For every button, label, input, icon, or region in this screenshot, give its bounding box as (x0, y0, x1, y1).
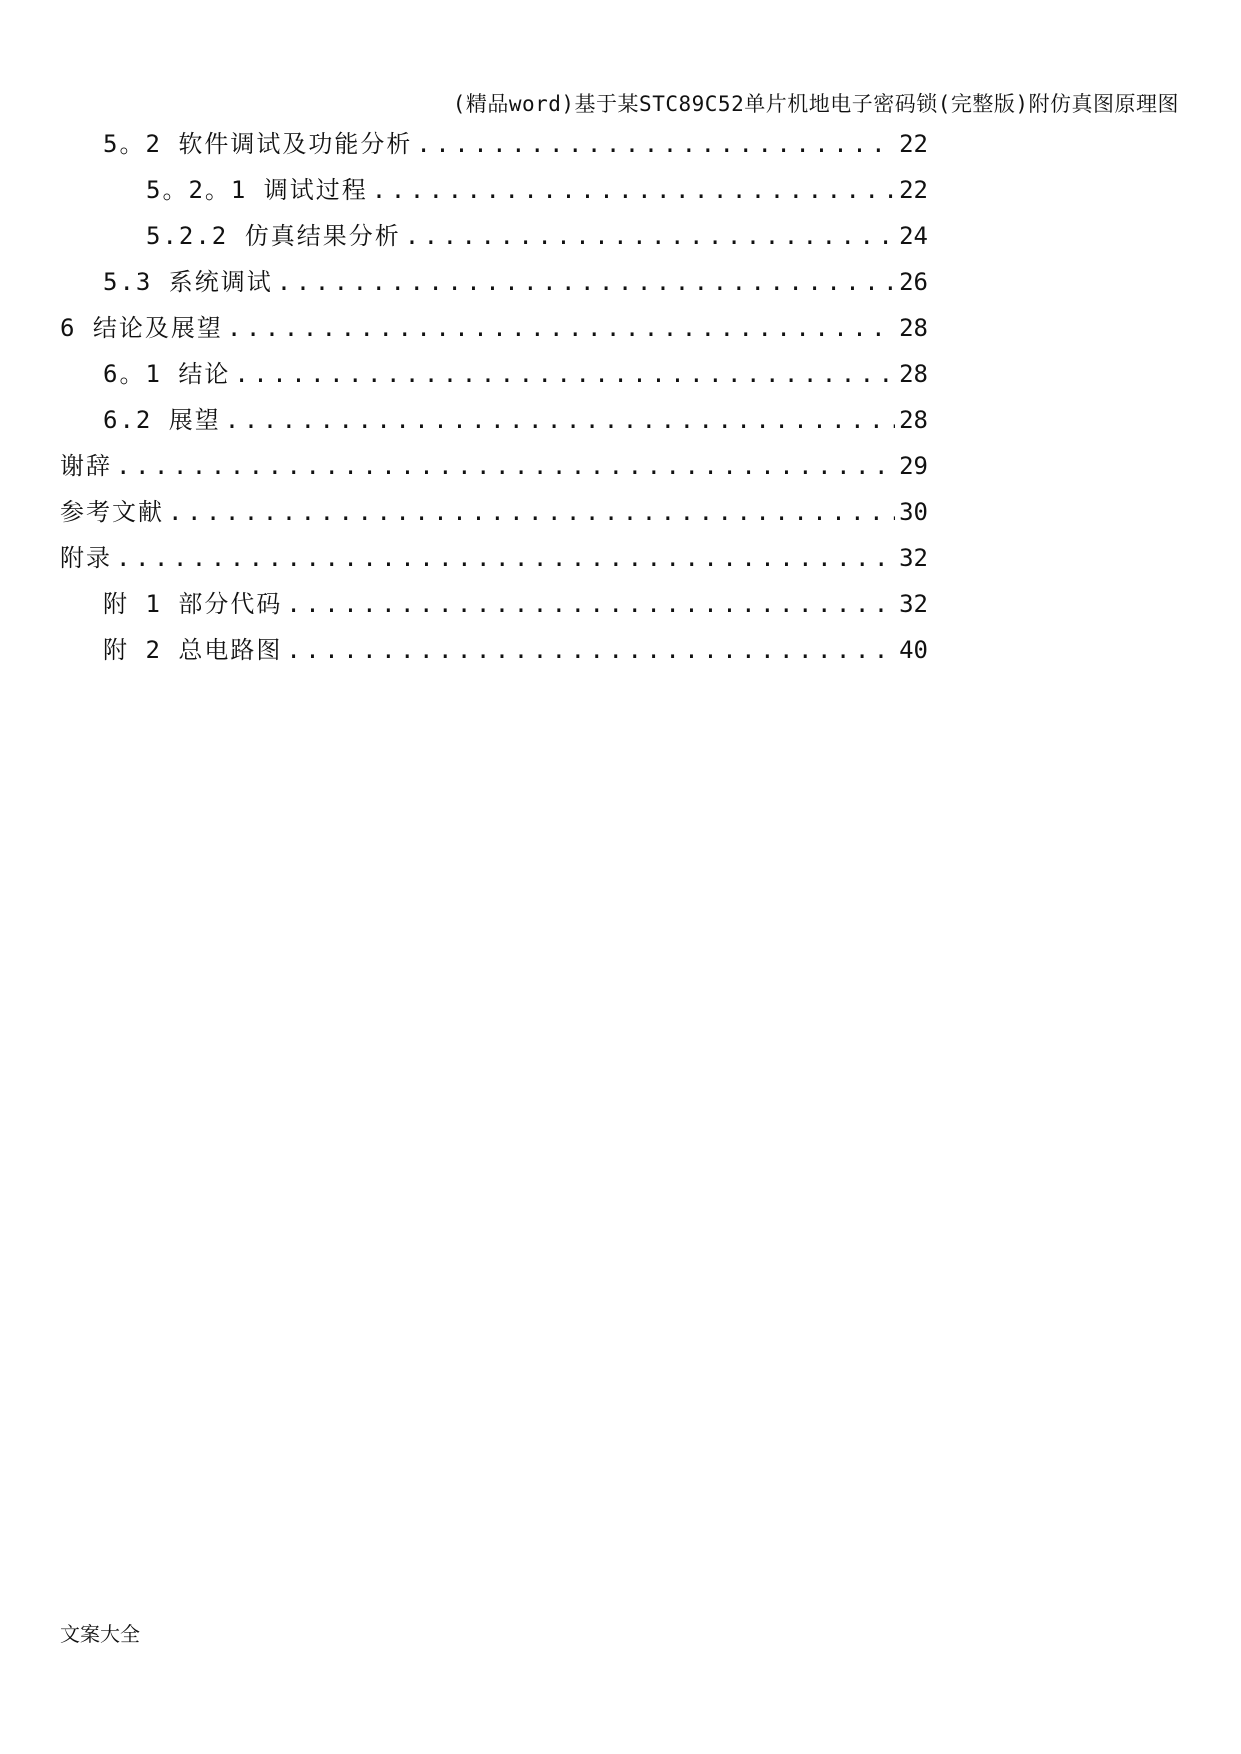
toc-page-number: 32 (899, 544, 928, 572)
page-footer: 文案大全 (60, 1622, 140, 1646)
toc-dot-leader (116, 452, 895, 480)
toc-dot-leader (286, 636, 895, 664)
toc-dot-leader (234, 360, 895, 388)
toc-entry[interactable] (60, 492, 928, 538)
toc-entry-label: 附 1 部分代码 (103, 590, 283, 618)
toc-entry-label: 5.2.2 仿真结果分析 (146, 222, 401, 250)
toc-entry[interactable] (60, 308, 928, 354)
toc-dot-leader (225, 406, 895, 434)
toc-entry-label: 5。2 软件调试及功能分析 (103, 130, 413, 158)
toc-dot-leader (372, 176, 895, 204)
toc-entry-label: 6。1 结论 (103, 360, 231, 388)
toc-entry[interactable] (60, 400, 928, 446)
toc-dot-leader (405, 222, 895, 250)
toc-page-number: 40 (899, 636, 928, 664)
toc-dot-leader (168, 498, 895, 526)
toc-dot-leader (227, 314, 895, 342)
toc-entry-label: 6.2 展望 (103, 406, 221, 434)
toc-entry-label: 谢辞 (60, 452, 112, 480)
table-of-contents (60, 124, 928, 676)
toc-dot-leader (416, 130, 895, 158)
toc-entry[interactable] (60, 124, 928, 170)
toc-entry[interactable] (60, 262, 928, 308)
toc-entry[interactable] (60, 446, 928, 492)
toc-page-number: 30 (899, 498, 928, 526)
toc-entry[interactable] (60, 630, 928, 676)
toc-entry-label: 附 2 总电路图 (103, 636, 283, 664)
toc-entry-label: 参考文献 (60, 498, 164, 526)
toc-entry-label: 5。2。1 调试过程 (146, 176, 368, 204)
toc-page-number: 28 (899, 314, 928, 342)
toc-entry[interactable] (60, 216, 928, 262)
page-header: (精品word)基于某STC89C52单片机地电子密码锁(完整版)附仿真图原理图 (452, 92, 1179, 116)
toc-page-number: 24 (899, 222, 928, 250)
toc-page-number: 29 (899, 452, 928, 480)
toc-entry-label: 5.3 系统调试 (103, 268, 273, 296)
toc-dot-leader (116, 544, 895, 572)
toc-entry[interactable] (60, 170, 928, 216)
toc-page-number: 28 (899, 360, 928, 388)
toc-entry[interactable] (60, 584, 928, 630)
toc-entry[interactable] (60, 354, 928, 400)
toc-page-number: 22 (899, 130, 928, 158)
toc-entry[interactable] (60, 538, 928, 584)
toc-dot-leader (277, 268, 895, 296)
toc-page-number: 28 (899, 406, 928, 434)
toc-page-number: 26 (899, 268, 928, 296)
toc-entry-label: 6 结论及展望 (60, 314, 223, 342)
toc-page-number: 22 (899, 176, 928, 204)
toc-page-number: 32 (899, 590, 928, 618)
toc-entry-label: 附录 (60, 544, 112, 572)
toc-dot-leader (286, 590, 895, 618)
